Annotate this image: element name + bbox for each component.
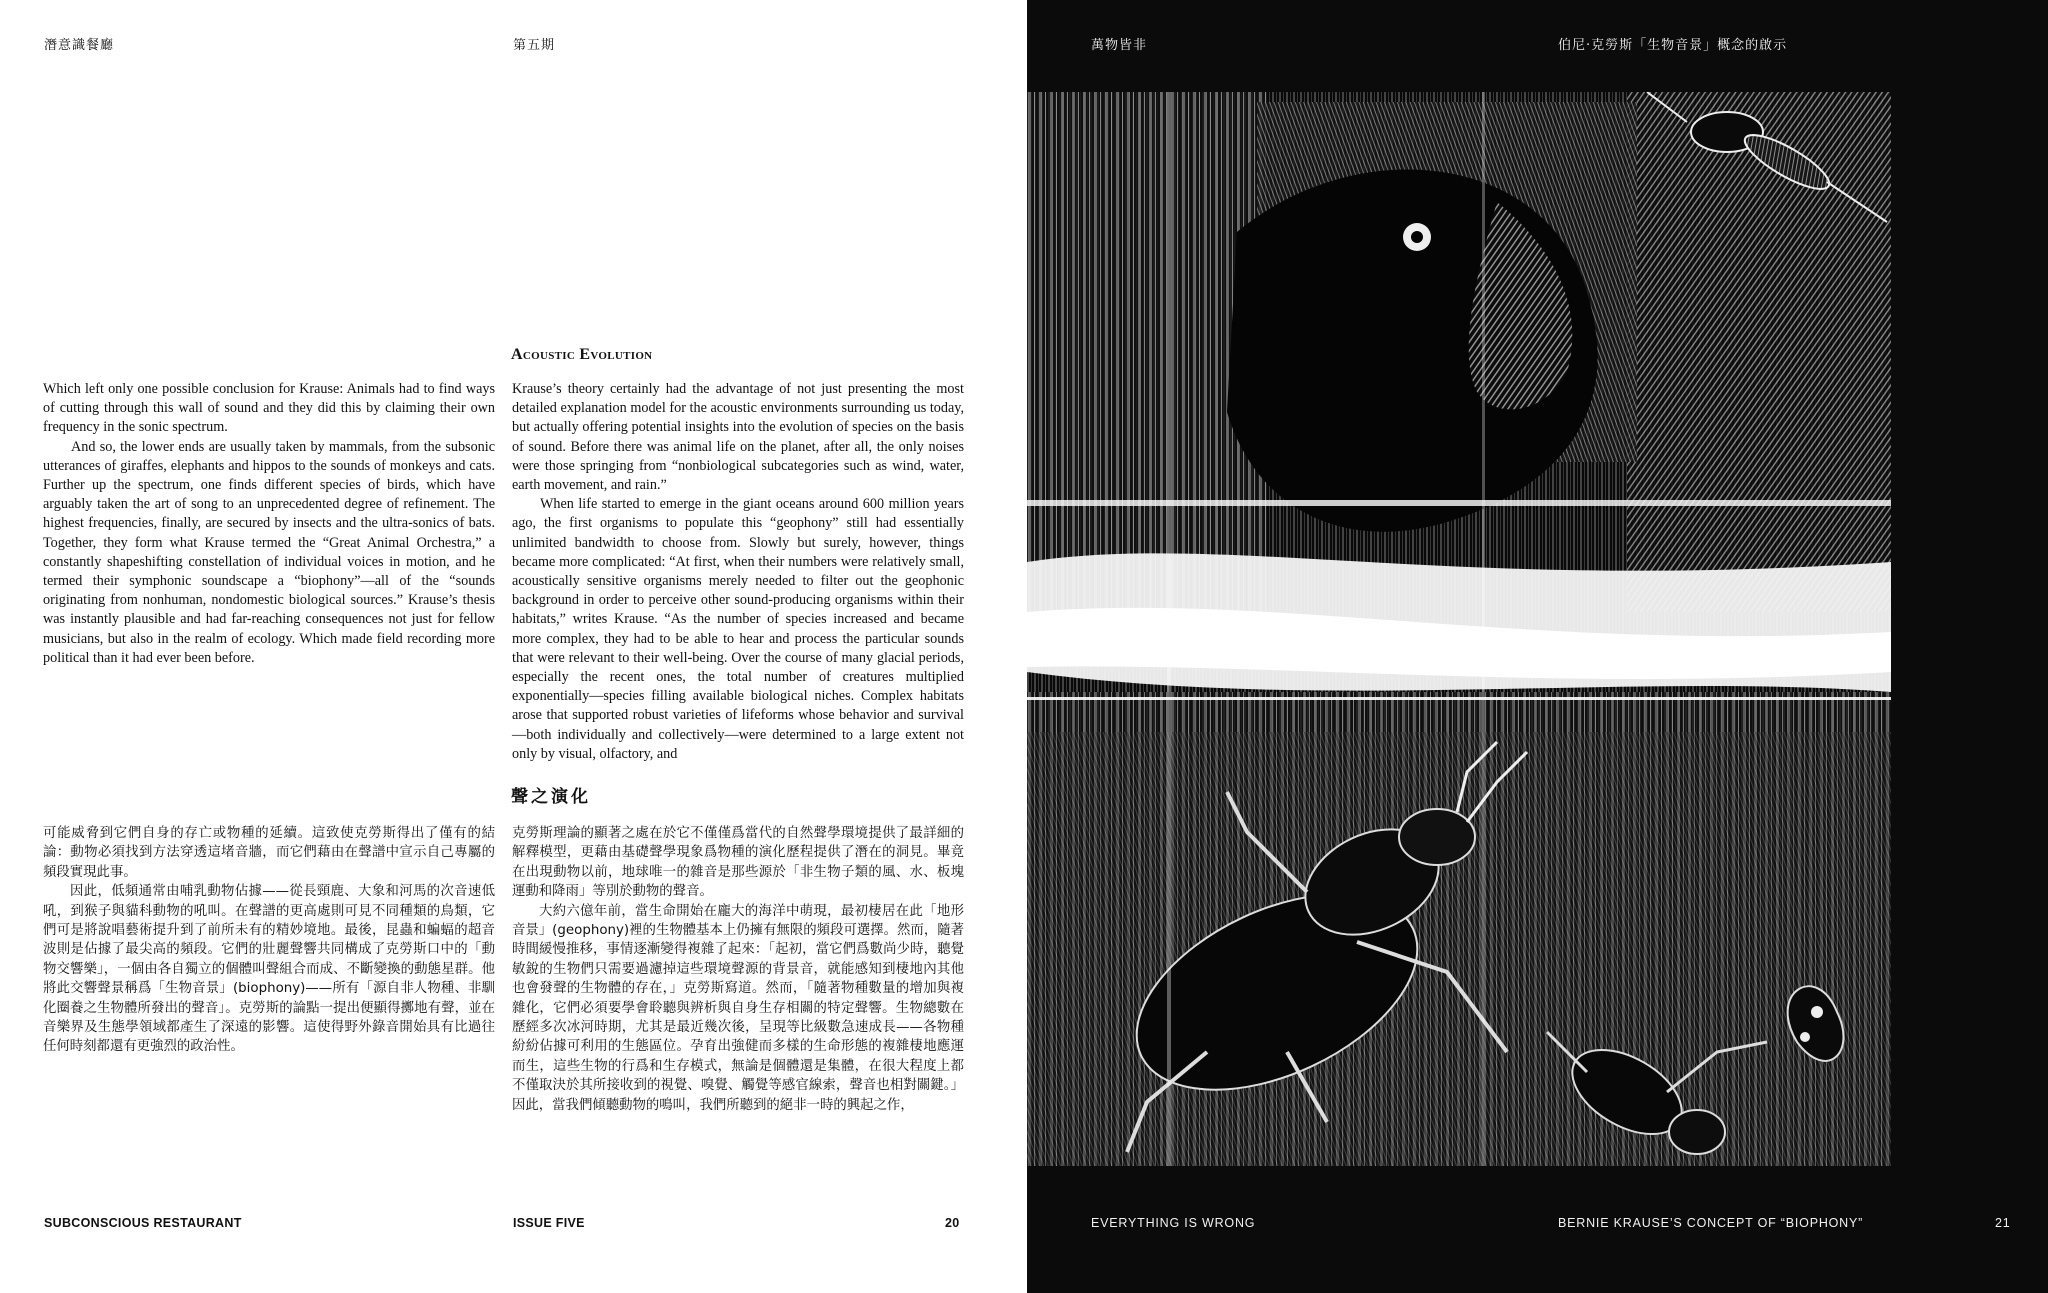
running-header-left: 潛意識餐廳	[44, 38, 115, 53]
footer-issue: ISSUE FIVE	[513, 1216, 585, 1230]
chinese-column-2	[512, 824, 964, 1115]
paragraph: When life started to emerge in the giant oceans around 600 million years ago, the first organisms to populate this “geophony” still had essentially unlimited bandwidth to choose from. Slowly but surely, however, things became more complicated: “At first, when their numbers were relatively small, acoustically sensitive organisms merely needed to filter out the geophonic background in order to perceive other sound-producing organisms within their habitats,” writes Krause. “As the number of species increased and became more complex, they had to be able to hear and process the particular sounds that were relevant to their well-being. Over the course of many glacial periods, especially the recent ones, the total number of creatures multiplied exponentially—species filling available biological niches. Complex habitats arose that supported robust varieties of lifeforms whose behavior and survival—both individually and collectively—were determined to a large extent not only by visual, olfactory, and	[512, 496, 964, 762]
page-number: 21	[1995, 1216, 2011, 1230]
paragraph: Which left only one possible conclusion for Krause: Animals had to find ways of cutting through this wall of sound and they did this by claiming their own frequency in the sonic spectrum.	[43, 381, 495, 436]
glitch-engraving-illustration	[1027, 92, 1891, 1166]
paragraph: 克勞斯理論的顯著之處在於它不僅僅爲當代的自然聲學環境提供了最詳細的解釋模型，更藉由基礎聲學現象爲物種的演化歷程提供了潛在的洞見。畢竟在出現動物以前，地球唯一的雜音是那些源於「非生物子類的風、水、板塊運動和降雨」等別於動物的聲音。	[512, 826, 964, 900]
paragraph: 可能威脅到它們自身的存亡或物種的延續。這致使克勞斯得出了僅有的結論：動物必須找到方法穿透這堵音牆，而它們藉由在聲譜中宣示自己專屬的頻段實現此事。	[43, 826, 495, 880]
running-header-issue: 第五期	[513, 38, 556, 53]
section-title-chinese: 聲之演化	[511, 787, 591, 807]
chinese-column-1	[43, 824, 495, 1057]
paragraph: Krause’s theory certainly had the advantage of not just presenting the most detailed explanation model for the acoustic environments surrounding us today, but actually offering potential insights into the evolution of species on the basis of sound. Before there was animal life on the planet, after all, the only noises were those springing from “nonbiological subcategories such as wind, water, earth movement, and rain.”	[512, 381, 964, 494]
english-column-1	[43, 380, 495, 668]
footer-subtitle: BERNIE KRAUSE’S CONCEPT OF “BIOPHONY”	[1558, 1216, 1864, 1230]
english-column-2	[512, 380, 964, 764]
footer-title: EVERYTHING IS WRONG	[1091, 1216, 1256, 1230]
running-header-left: 萬物皆非	[1091, 38, 1148, 53]
section-title: Acoustic Evolution	[511, 346, 653, 363]
paragraph: 因此，低頻通常由哺乳動物佔據——從長頸鹿、大象和河馬的次音速低吼，到猴子與貓科動物的吼叫。在聲譜的更高處則可見不同種類的鳥類，它們可是將說唱藝術提升到了前所未有的精妙境地。最後，昆蟲和蝙蝠的超音波則是佔據了最尖高的頻段。它們的壯麗聲響共同構成了克勞斯口中的「動物交響樂」，一個由各自獨立的個體叫聲組合而成、不斷變換的動態星群。他將此交響聲景稱爲「生物音景」(biophony)——所有「源自非人物種、非馴化圈養之生物體所發出的聲音」。克勞斯的論點一提出便顯得擲地有聲，並在音樂界及生態學領域都產生了深遠的影響。這使得野外錄音開始具有比過往任何時刻都還有更強烈的政治性。	[43, 884, 495, 1055]
footer-title: SUBCONSCIOUS RESTAURANT	[44, 1216, 242, 1230]
paragraph: 大約六億年前，當生命開始在龐大的海洋中萌現，最初棲居在此「地形音景」(geophony)裡的生物體基本上仍擁有無限的頻段可選擇。然而，隨著時間緩慢推移，事情逐漸變得複雜了起來：「起初，當它們爲數尚少時，聽覺敏銳的生物們只需要過濾掉這些環境聲源的背景音，就能感知到棲地內其他也會發聲的生物體的存在，」克勞斯寫道。然而，「隨著物種數量的增加與複雜化，它們必須要學會聆聽與辨析與自身生存相關的特定聲響。生物總數在歷經多次冰河時期，尤其是最近幾次後，呈現等比級數急速成長——各物種紛紛佔據可利用的生態區位。孕育出強健而多樣的生命形態的複雜棲地應運而生，這些生物的行爲和生存模式，無論是個體還是集體，在很大程度上都不僅取決於其所接收到的視覺、嗅覺、觸覺等感官線索，聲音也相對關鍵。」因此，當我們傾聽動物的鳴叫，我們所聽到的絕非一時的興起之作，	[512, 903, 964, 1113]
running-header-right: 伯尼·克勞斯「生物音景」概念的啟示	[1558, 38, 1788, 53]
page-number: 20	[945, 1216, 960, 1230]
illustration-svg	[1027, 92, 1891, 1166]
paragraph: And so, the lower ends are usually taken by mammals, from the subsonic utterances of giraffes, elephants and hippos to the sounds of monkeys and cats. Further up the spectrum, one finds different species of birds, which have arguably taken the art of song to an unprecedented degree of refinement. The highest frequencies, finally, are secured by insects and the ultra-sonics of bats. Together, they form what Krause termed the “Great Animal Orchestra,” a constantly shapeshifting constellation of individual voices in motion, and he termed their symphonic soundscape a “biophony”—all of the “sounds originating from nonhuman, nondomestic biological sources.” Krause’s thesis was instantly plausible and had far-reaching consequences not just for fellow musicians, but also in the realm of ecology. Which made field recording more political than it had ever been before.	[43, 438, 495, 666]
